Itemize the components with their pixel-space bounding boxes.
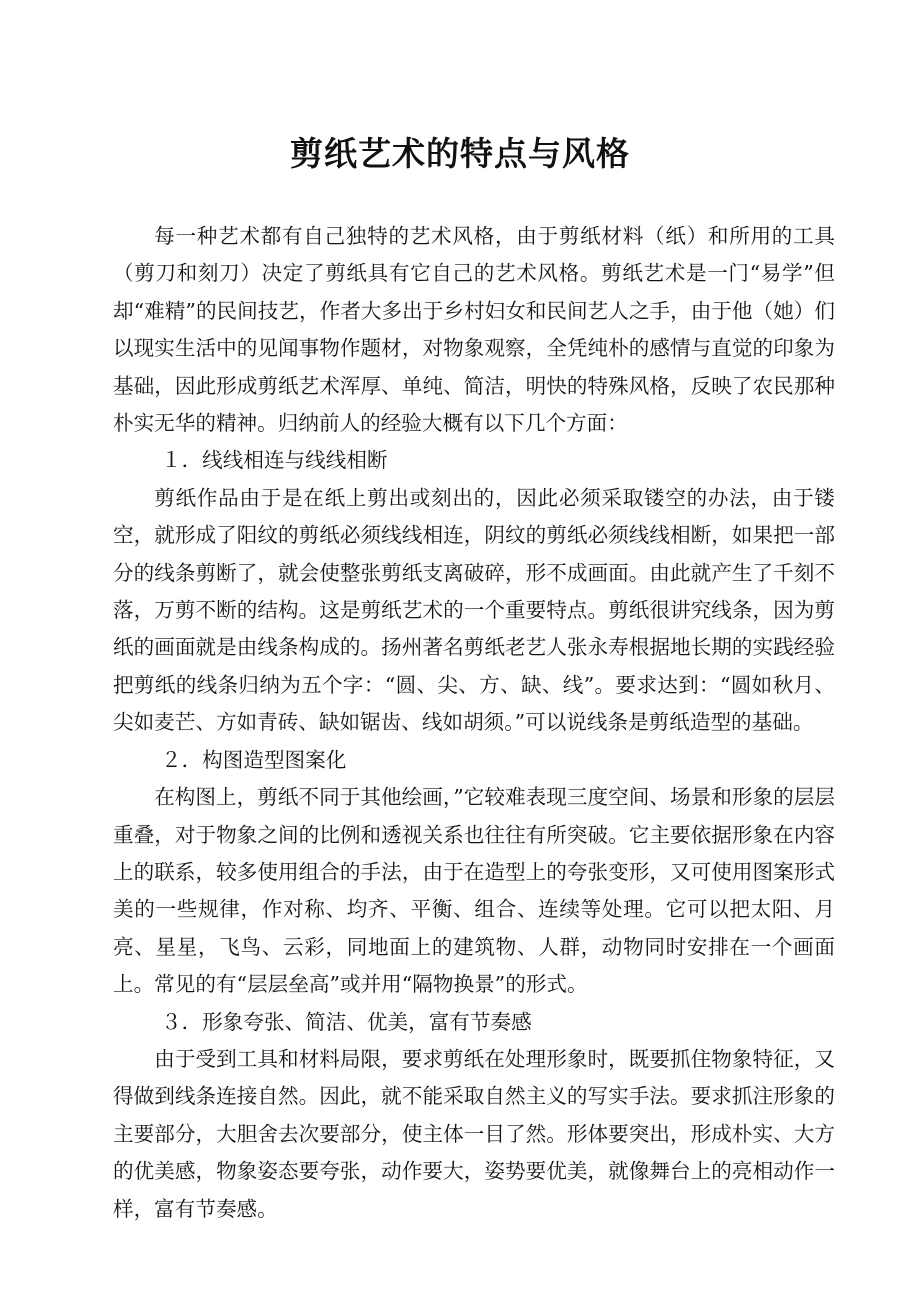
- page-title: 剪纸艺术的特点与风格: [290, 134, 630, 173]
- section-heading-3: ３．形象夸张、简洁、优美，富有节奏感: [161, 1009, 532, 1034]
- section-paragraph-2: 在构图上，剪纸不同于其他绘画，”它较难表现三度空间、场景和形象的层层重叠，对于物象之间的比例和透视关系也往往有所突破。它主要依据形象在内容上的联系，较多使用组合的手法，由于在造型上的夸张变形，又可使用图案形式美的一些规律，作对称、均齐、平衡、组合、连续等处理。它可以把太阳、月亮、星星，飞鸟、云彩，同地面上的建筑物、人群，动物同时安排在一个画面上。常见的有“层层垒高”或并用“隔物换景”的形式。: [113, 785, 835, 997]
- section-paragraph-1: 剪纸作品由于是在纸上剪出或刻出的，因此必须采取镂空的办法，由于镂空，就形成了阳纹的剪纸必须线线相连，阴纹的剪纸必须线线相断，如果把一部分的线条剪断了，就会使整张剪纸支离破碎，形不成画面。由此就产生了千刻不落，万剪不断的结构。这是剪纸艺术的一个重要特点。剪纸很讲究线条，因为剪纸的画面就是由线条构成的。扬州著名剪纸老艺人张永寿根据地长期的实践经验把剪纸的线条归纳为五个字：“圆、尖、方、缺、线”。要求达到：“圆如秋月、尖如麦芒、方如青砖、缺如锯齿、线如胡须。”可以说线条是剪纸造型的基础。: [113, 485, 835, 735]
- intro-paragraph: 每一种艺术都有自己独特的艺术风格，由于剪纸材料（纸）和所用的工具（剪刀和刻刀）决定了剪纸具有它自己的艺术风格。剪纸艺术是一门“易学”但却“难精”的民间技艺，作者大多出于乡村妇女和民间艺人之手，由于他（她）们以现实生活中的见闻事物作题材，对物象观察，全凭纯朴的感情与直觉的印象为基础，因此形成剪纸艺术浑厚、单纯、简洁，明快的特殊风格，反映了农民那种朴实无华的精神。归纳前人的经验大概有以下几个方面：: [113, 224, 835, 436]
- section-heading-2: ２．构图造型图案化: [161, 747, 347, 772]
- section-paragraph-3: 由于受到工具和材料局限，要求剪纸在处理形象时，既要抓住物象特征，又得做到线条连接自然。因此，就不能采取自然主义的写实手法。要求抓注形象的主要部分，大胆舍去次要部分，使主体一目了然。形体要突出，形成朴实、大方的优美感，物象姿态要夸张，动作要大，姿势要优美，就像舞台上的亮相动作一样，富有节奏感。: [113, 1046, 835, 1221]
- section-heading-1: １．线线相连与线线相断: [161, 448, 388, 473]
- document-body: [113, 218, 835, 1228]
